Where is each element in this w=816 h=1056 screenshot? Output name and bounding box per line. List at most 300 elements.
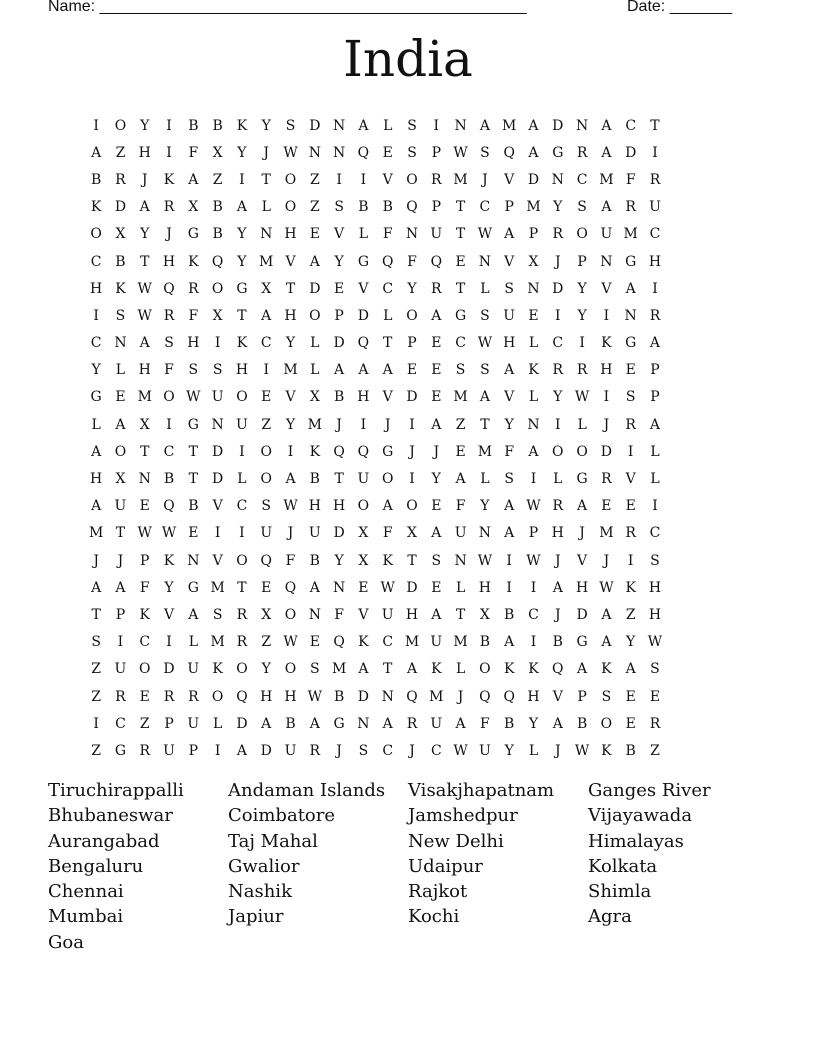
grid-letter: X <box>261 280 272 297</box>
grid-letter: P <box>140 552 150 569</box>
grid-letter: H <box>90 280 103 297</box>
grid-letter: K <box>236 335 248 352</box>
grid-letter: D <box>333 525 345 542</box>
grid-letter: A <box>382 362 393 379</box>
grid-letter: B <box>212 199 223 216</box>
grid-letter: B <box>115 253 126 270</box>
grid-row <box>84 166 744 193</box>
word-list-item: New Delhi <box>408 830 504 852</box>
grid-letter: C <box>649 525 661 542</box>
grid-letter: Q <box>552 661 564 678</box>
grid-letter: C <box>139 634 151 651</box>
grid-letter: Q <box>503 144 515 161</box>
grid-row <box>84 493 744 520</box>
grid-letter: D <box>357 688 370 705</box>
grid-letter: U <box>381 606 394 623</box>
grid-letter: N <box>478 525 492 542</box>
grid-letter: R <box>236 606 248 623</box>
grid-letter: G <box>455 307 467 324</box>
grid-letter: B <box>625 742 636 759</box>
grid-letter: O <box>284 661 297 678</box>
grid-letter: Q <box>430 253 443 270</box>
grid-letter: J <box>554 552 561 569</box>
grid-letter: A <box>309 579 320 596</box>
grid-letter: A <box>577 498 588 515</box>
grid-letter: B <box>212 226 223 243</box>
grid-letter: R <box>625 199 636 216</box>
grid-letter: I <box>117 634 124 651</box>
grid-letter: N <box>551 171 564 188</box>
grid-letter: I <box>287 443 294 460</box>
grid-letter: Q <box>236 688 248 705</box>
grid-letter: M <box>599 525 614 542</box>
grid-letter: J <box>141 171 148 188</box>
grid-letter: J <box>554 253 561 270</box>
word-list-item: Bengaluru <box>48 855 144 877</box>
grid-letter: L <box>650 443 660 460</box>
grid-letter: G <box>625 253 637 270</box>
grid-letter: Y <box>334 253 344 270</box>
grid-letter: O <box>163 389 175 406</box>
grid-letter: A <box>91 498 102 515</box>
grid-letter: A <box>236 742 247 759</box>
grid-letter: B <box>309 552 320 569</box>
grid-letter: Y <box>237 144 247 161</box>
grid-letter: A <box>601 144 612 161</box>
grid-letter: P <box>650 362 660 379</box>
grid-letter: U <box>478 742 491 759</box>
grid-letter: Y <box>91 362 101 379</box>
grid-letter: A <box>115 416 126 433</box>
grid-letter: Y <box>237 226 247 243</box>
grid-letter: H <box>284 688 297 705</box>
word-list-item: Ganges River <box>588 780 711 801</box>
grid-letter: D <box>212 443 224 460</box>
grid-letter: U <box>163 742 175 759</box>
grid-letter: B <box>333 389 345 406</box>
grid-letter: O <box>114 443 127 460</box>
page-title: India <box>343 30 473 88</box>
grid-letter: B <box>212 117 223 134</box>
grid-letter: H <box>138 362 151 379</box>
grid-letter: R <box>552 226 564 243</box>
grid-letter: E <box>261 389 272 406</box>
grid-letter: A <box>285 471 296 488</box>
grid-letter: H <box>357 389 370 406</box>
grid-letter: U <box>308 525 321 542</box>
word-list-item: Nashik <box>228 881 292 903</box>
grid-letter: P <box>115 606 126 623</box>
grid-letter: D <box>163 661 175 678</box>
grid-letter: S <box>480 362 490 379</box>
grid-letter: O <box>114 117 127 134</box>
grid-letter: N <box>527 280 540 297</box>
grid-letter: S <box>310 661 320 678</box>
word-list-item: Jamshedpur <box>408 805 518 827</box>
grid-letter: D <box>600 443 612 460</box>
grid-letter: K <box>309 443 321 460</box>
grid-letter: T <box>188 443 198 460</box>
grid-letter: D <box>552 280 564 297</box>
grid-letter: S <box>261 498 272 515</box>
grid-letter: W <box>453 742 468 759</box>
grid-letter: N <box>600 253 613 270</box>
grid-letter: A <box>601 199 612 216</box>
grid-letter: A <box>188 171 199 188</box>
grid-letter: W <box>307 688 323 705</box>
grid-letter: H <box>333 498 346 515</box>
grid-letter: Y <box>504 742 514 759</box>
grid-letter: M <box>307 416 322 433</box>
grid-letter: Z <box>91 742 102 759</box>
grid-letter: B <box>382 199 393 216</box>
grid-letter: E <box>455 443 466 460</box>
grid-letter: B <box>576 715 588 732</box>
grid-letter: L <box>528 335 539 352</box>
grid-letter: R <box>649 171 661 188</box>
grid-letter: J <box>457 688 464 705</box>
grid-letter: K <box>188 253 199 270</box>
grid-letter: I <box>627 552 634 569</box>
grid-letter: D <box>309 280 321 297</box>
grid-letter: J <box>579 525 585 542</box>
grid-letter: I <box>93 715 99 732</box>
grid-letter: P <box>504 199 514 216</box>
grid-letter: A <box>382 715 393 732</box>
grid-letter: T <box>237 579 247 596</box>
grid-letter: I <box>409 471 415 488</box>
name-field: Name: ________________________________________________ <box>48 0 527 15</box>
grid-letter: I <box>166 416 172 433</box>
grid-letter: E <box>431 579 442 596</box>
grid-letter: O <box>236 552 248 569</box>
grid-letter: K <box>163 171 175 188</box>
grid-letter: I <box>627 443 634 460</box>
grid-letter: E <box>431 335 442 352</box>
word-list-item: Aurangabad <box>48 830 160 852</box>
grid-letter: Z <box>625 606 636 623</box>
grid-letter: Q <box>357 443 370 460</box>
grid-letter: W <box>526 498 541 515</box>
grid-row <box>84 656 744 683</box>
grid-letter: O <box>357 498 370 515</box>
grid-letter: K <box>503 661 515 678</box>
grid-letter: R <box>625 525 636 542</box>
grid-letter: S <box>504 280 514 297</box>
grid-row <box>84 520 744 547</box>
grid-letter: C <box>430 742 442 759</box>
grid-letter: W <box>161 525 177 542</box>
grid-letter: B <box>552 634 563 651</box>
word-list <box>48 780 768 957</box>
grid-letter: F <box>407 253 417 270</box>
grid-letter: Z <box>650 742 660 759</box>
grid-letter: L <box>455 579 466 596</box>
grid-letter: V <box>504 253 515 270</box>
grid-letter: V <box>382 171 393 188</box>
grid-letter: J <box>603 552 610 569</box>
grid-letter: S <box>504 471 514 488</box>
grid-letter: Y <box>480 498 490 515</box>
grid-letter: V <box>358 606 369 623</box>
grid-letter: R <box>552 498 564 515</box>
grid-letter: R <box>576 144 588 161</box>
word-list-item: Shimla <box>588 881 652 903</box>
grid-letter: O <box>284 171 297 188</box>
grid-letter: A <box>309 253 320 270</box>
grid-letter: H <box>187 335 200 352</box>
grid-letter: W <box>186 389 201 406</box>
grid-letter: O <box>284 606 297 623</box>
grid-letter: S <box>115 307 126 324</box>
grid-letter: N <box>332 144 346 161</box>
grid-letter: J <box>409 742 415 759</box>
grid-letter: J <box>409 443 415 460</box>
grid-letter: D <box>406 389 418 406</box>
grid-letter: K <box>601 335 612 352</box>
grid-letter: I <box>433 117 440 134</box>
grid-letter: E <box>188 525 199 542</box>
grid-letter: N <box>454 552 467 569</box>
grid-letter: Y <box>431 471 441 488</box>
grid-letter: T <box>285 280 296 297</box>
grid-letter: W <box>380 579 395 596</box>
grid-letter: J <box>384 416 391 433</box>
grid-letter: N <box>454 117 467 134</box>
grid-letter: E <box>455 253 466 270</box>
grid-letter: B <box>309 471 320 488</box>
grid-letter: C <box>528 606 539 623</box>
grid-letter: C <box>649 226 661 243</box>
grid-letter: A <box>115 579 126 596</box>
grid-letter: F <box>334 606 344 623</box>
grid-letter: F <box>285 552 296 569</box>
grid-letter: N <box>478 253 492 270</box>
grid-letter: I <box>263 362 269 379</box>
grid-letter: B <box>163 471 175 488</box>
grid-letter: Y <box>285 335 296 352</box>
grid-letter: G <box>382 443 394 460</box>
grid-letter: I <box>555 307 561 324</box>
grid-letter: W <box>137 307 152 324</box>
grid-letter: N <box>260 226 273 243</box>
grid-letter: O <box>406 307 418 324</box>
grid-letter: O <box>381 471 394 488</box>
grid-letter: S <box>601 688 612 705</box>
grid-letter: K <box>625 579 636 596</box>
grid-letter: R <box>188 688 199 705</box>
grid-letter: P <box>431 144 442 161</box>
grid-letter: R <box>601 471 612 488</box>
grid-letter: U <box>284 742 297 759</box>
word-list-item: Himalayas <box>588 830 684 852</box>
grid-letter: E <box>382 144 393 161</box>
grid-letter: L <box>383 307 393 324</box>
grid-letter: I <box>579 335 585 352</box>
grid-letter: H <box>138 144 151 161</box>
grid-letter: W <box>647 634 663 651</box>
grid-letter: H <box>527 688 540 705</box>
grid-letter: G <box>90 389 102 406</box>
grid-letter: K <box>139 606 150 623</box>
grid-letter: U <box>357 471 370 488</box>
grid-row <box>84 465 744 492</box>
grid-letter: Y <box>504 416 514 433</box>
grid-letter: V <box>334 226 345 243</box>
grid-letter: O <box>211 280 224 297</box>
grid-letter: X <box>261 606 272 623</box>
grid-row <box>84 112 744 139</box>
grid-letter: F <box>382 525 393 542</box>
grid-letter: C <box>552 335 564 352</box>
grid-letter: X <box>358 552 369 569</box>
grid-letter: G <box>625 335 637 352</box>
grid-letter: Y <box>140 226 150 243</box>
grid-letter: M <box>404 634 420 651</box>
grid-letter: V <box>625 471 636 488</box>
grid-row <box>84 248 744 275</box>
grid-letter: T <box>140 253 150 270</box>
grid-letter: I <box>166 144 172 161</box>
grid-letter: D <box>552 117 564 134</box>
grid-letter: C <box>236 498 248 515</box>
grid-letter: T <box>334 471 344 488</box>
grid-row <box>84 302 744 329</box>
grid-letter: L <box>261 199 271 216</box>
grid-letter: K <box>115 280 126 297</box>
grid-letter: Z <box>309 171 320 188</box>
grid-letter: I <box>506 552 512 569</box>
grid-letter: T <box>188 471 198 488</box>
grid-letter: H <box>90 471 103 488</box>
grid-letter: M <box>210 634 225 651</box>
grid-letter: T <box>455 199 466 216</box>
grid-letter: O <box>576 443 588 460</box>
grid-letter: B <box>333 688 345 705</box>
grid-letter: Z <box>309 199 320 216</box>
grid-letter: G <box>187 226 199 243</box>
grid-letter: G <box>187 416 199 433</box>
grid-letter: R <box>625 416 636 433</box>
grid-letter: G <box>187 579 199 596</box>
grid-letter: Q <box>381 253 394 270</box>
grid-letter: E <box>115 389 126 406</box>
grid-letter: Y <box>553 199 563 216</box>
word-list-item: Agra <box>588 906 632 928</box>
grid-letter: W <box>574 389 590 406</box>
grid-letter: A <box>358 661 369 678</box>
grid-row <box>84 139 744 166</box>
grid-row <box>84 629 744 656</box>
grid-letter: A <box>188 606 199 623</box>
grid-letter: A <box>552 579 563 596</box>
grid-letter: Z <box>212 171 223 188</box>
grid-letter: N <box>211 416 224 433</box>
grid-letter: D <box>527 171 540 188</box>
grid-letter: L <box>455 661 466 678</box>
grid-letter: B <box>188 117 199 134</box>
grid-letter: A <box>504 498 515 515</box>
grid-letter: M <box>331 661 347 678</box>
grid-letter: A <box>334 362 345 379</box>
grid-letter: U <box>187 661 200 678</box>
grid-letter: O <box>406 498 418 515</box>
grid-letter: U <box>503 307 516 324</box>
word-list-item: Vijayawada <box>588 805 693 827</box>
grid-letter: M <box>453 389 468 406</box>
grid-letter: C <box>455 335 466 352</box>
grid-letter: L <box>528 742 539 759</box>
grid-letter: Z <box>261 416 272 433</box>
grid-letter: A <box>577 661 588 678</box>
grid-letter: C <box>90 335 102 352</box>
grid-letter: M <box>429 688 444 705</box>
grid-letter: E <box>139 688 150 705</box>
grid-letter: N <box>527 416 540 433</box>
grid-letter: B <box>91 171 102 188</box>
grid-letter: L <box>480 471 490 488</box>
grid-letter: U <box>430 226 443 243</box>
grid-letter: C <box>625 117 637 134</box>
grid-letter: E <box>431 389 442 406</box>
grid-row <box>84 357 744 384</box>
word-list-item: Mumbai <box>48 906 124 928</box>
grid-letter: T <box>455 280 466 297</box>
grid-letter: Q <box>406 688 418 705</box>
grid-letter: K <box>528 362 539 379</box>
grid-letter: A <box>236 199 247 216</box>
grid-letter: S <box>407 144 417 161</box>
grid-letter: C <box>115 715 126 732</box>
grid-letter: K <box>163 552 175 569</box>
grid-letter: A <box>649 335 661 352</box>
grid-letter: L <box>310 335 320 352</box>
grid-letter: S <box>577 199 587 216</box>
grid-letter: R <box>139 742 151 759</box>
grid-letter: H <box>284 226 297 243</box>
grid-row <box>84 547 744 574</box>
grid-letter: K <box>431 661 442 678</box>
grid-row <box>84 683 744 710</box>
grid-letter: K <box>382 552 393 569</box>
grid-letter: A <box>455 471 466 488</box>
grid-letter: S <box>91 634 101 651</box>
grid-letter: W <box>477 226 493 243</box>
grid-letter: M <box>453 171 468 188</box>
grid-letter: O <box>406 171 418 188</box>
grid-letter: I <box>166 634 172 651</box>
grid-letter: U <box>114 661 127 678</box>
grid-letter: S <box>480 307 490 324</box>
grid-letter: U <box>430 715 443 732</box>
grid-row <box>84 411 744 438</box>
word-list-item: Visakjhapatnam <box>408 780 555 801</box>
grid-letter: B <box>285 715 296 732</box>
grid-letter: Q <box>357 144 370 161</box>
grid-letter: C <box>479 199 491 216</box>
grid-letter: B <box>188 498 199 515</box>
grid-letter: N <box>308 144 321 161</box>
grid-letter: K <box>601 661 612 678</box>
grid-letter: X <box>139 416 150 433</box>
grid-letter: S <box>188 362 199 379</box>
grid-letter: L <box>212 715 223 732</box>
grid-letter: R <box>406 715 418 732</box>
grid-letter: I <box>336 171 342 188</box>
word-list-item: Goa <box>48 931 84 953</box>
grid-letter: A <box>431 525 442 542</box>
grid-letter: E <box>406 362 418 379</box>
